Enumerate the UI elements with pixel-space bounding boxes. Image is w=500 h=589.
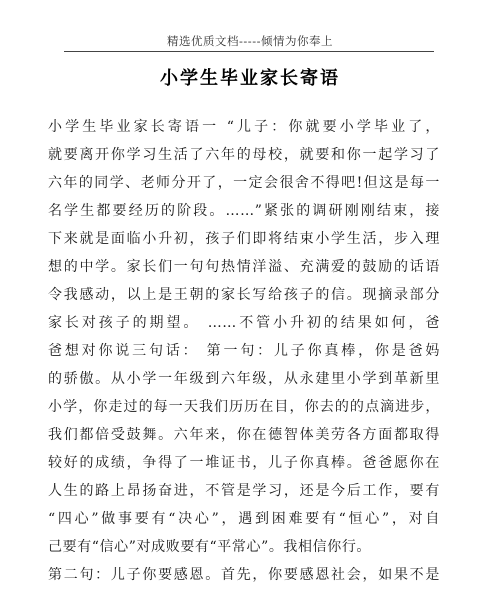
header-divider xyxy=(64,51,434,52)
body-line: 第二句：儿子你要感恩。首先，你要感恩社会，如果不是 xyxy=(48,567,440,583)
body-line: 较好的成绩，争得了一堆证书，儿子你真棒。爸爸愿你在 xyxy=(48,455,440,471)
body-line: 己要有“信心”对成败要有“平常心”。我相信你行。 xyxy=(48,539,372,555)
page-header: 精选优质文档-----倾情为你奉上 xyxy=(167,34,333,48)
body-line: 想的中学。家长们一句句热情洋溢、充满爱的鼓励的话语 xyxy=(48,259,440,275)
document-body xyxy=(48,113,440,589)
body-line: 小学生毕业家长寄语一 “儿子：你就要小学毕业了， xyxy=(48,119,440,135)
document-title: 小学生毕业家长寄语 xyxy=(160,68,340,89)
body-line: 就要离开你学习生活了六年的母校，就要和你一起学习了 xyxy=(48,147,440,163)
body-line: 令我感动，以上是王朝的家长写给孩子的信。现摘录部分 xyxy=(48,287,440,303)
body-line: 的骄傲。从小学一年级到六年级，从永建里小学到革新里 xyxy=(48,371,440,387)
body-line: 我们都倍受鼓舞。六年来，你在德智体美劳各方面都取得 xyxy=(48,427,440,443)
body-line: 家长对孩子的期望。 ……不管小升初的结果如何，爸 xyxy=(48,315,440,331)
body-line: 名学生都要经历的阶段。……”紧张的调研刚刚结束，接 xyxy=(48,203,440,219)
body-line: 六年的同学、老师分开了，一定会很舍不得吧!但这是每一 xyxy=(48,175,440,191)
body-line: 人生的路上昂扬奋进，不管是学习，还是今后工作，要有 xyxy=(48,483,440,499)
body-line: 小学，你走过的每一天我们历历在目，你去的的点滴进步， xyxy=(48,399,440,415)
body-line: 爸想对你说三句话： 第一句：儿子你真棒，你是爸妈 xyxy=(48,343,440,359)
body-line: “四心”做事要有“决心”，遇到困难要有“恒心”，对自 xyxy=(48,511,440,527)
body-line: 下来就是面临小升初，孩子们即将结束小学生活，步入理 xyxy=(48,231,440,247)
